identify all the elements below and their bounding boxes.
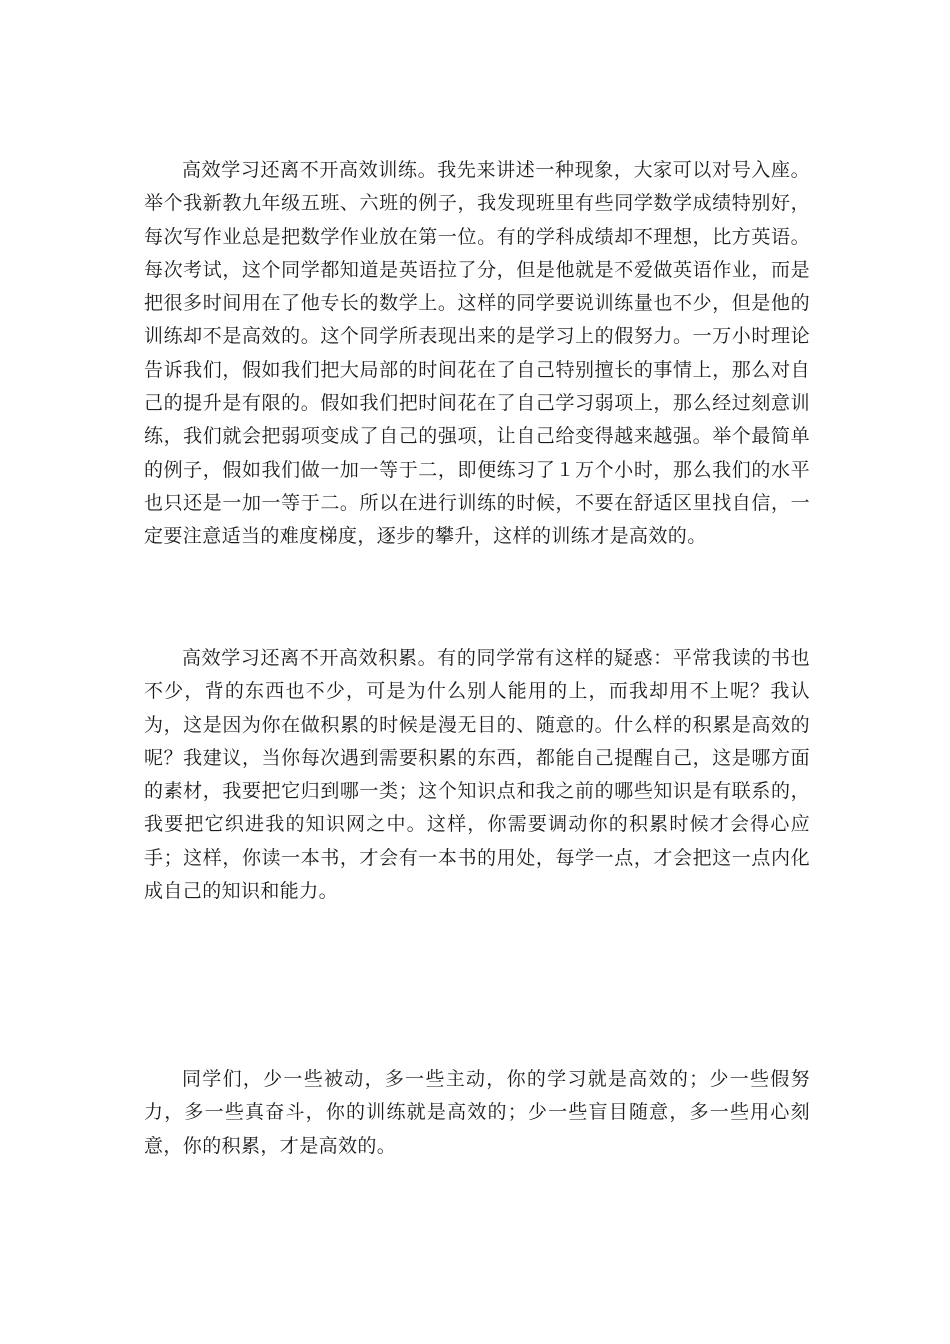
paragraph-conclusion: 同学们，少一些被动，多一些主动，你的学习就是高效的；少一些假努力，多一些真奋斗，你的训练就是高效的；少一些盲目随意，多一些用心刻意，你的积累，才是高效的。	[144, 1068, 810, 1157]
paragraph-efficient-training: 高效学习还离不开高效训练。我先来讲述一种现象，大家可以对号入座。举个我新教九年级五班、六班的例子，我发现班里有些同学数学成绩特别好，每次写作业总是把数学作业放在第一位。有的学科成绩却不理想，比方英语。每次考试，这个同学都知道是英语拉了分，但是他就是不爱做英语作业，而是把很多时间用在了他专长的数学上。这样的同学要说训练量也不少，但是他的训练却不是高效的。这个同学所表现出来的是学习上的假努力。一万小时理论告诉我们，假如我们把大局部的时间花在了自己特别擅长的事情上，那么对自己的提升是有限的。假如我们把时间花在了自己学习弱项上，那么经过刻意训练，我们就会把弱项变成了自己的强项，让自己给变得越来越强。举个最简单的例子，假如我们做一加一等于二，即便练习了１万个小时，那么我们的水平也只还是一加一等于二。所以在进行训练的时候，不要在舒适区里找自信，一定要注意适当的难度梯度，逐步的攀升，这样的训练才是高效的。	[144, 159, 810, 548]
paragraph-efficient-accumulation: 高效学习还离不开高效积累。有的同学常有这样的疑惑：平常我读的书也不少，背的东西也不少，可是为什么别人能用的上，而我却用不上呢？我认为，这是因为你在做积累的时候是漫无目的、随意的。什么样的积累是高效的呢？我建议，当你每次遇到需要积累的东西，都能自己提醒自己，这是哪方面的素材，我要把它归到哪一类；这个知识点和我之前的哪些知识是有联系的，我要把它织进我的知识网之中。这样，你需要调动你的积累时候才会得心应手；这样，你读一本书，才会有一本书的用处，每学一点，才会把这一点内化成自己的知识和能力。	[144, 647, 810, 903]
